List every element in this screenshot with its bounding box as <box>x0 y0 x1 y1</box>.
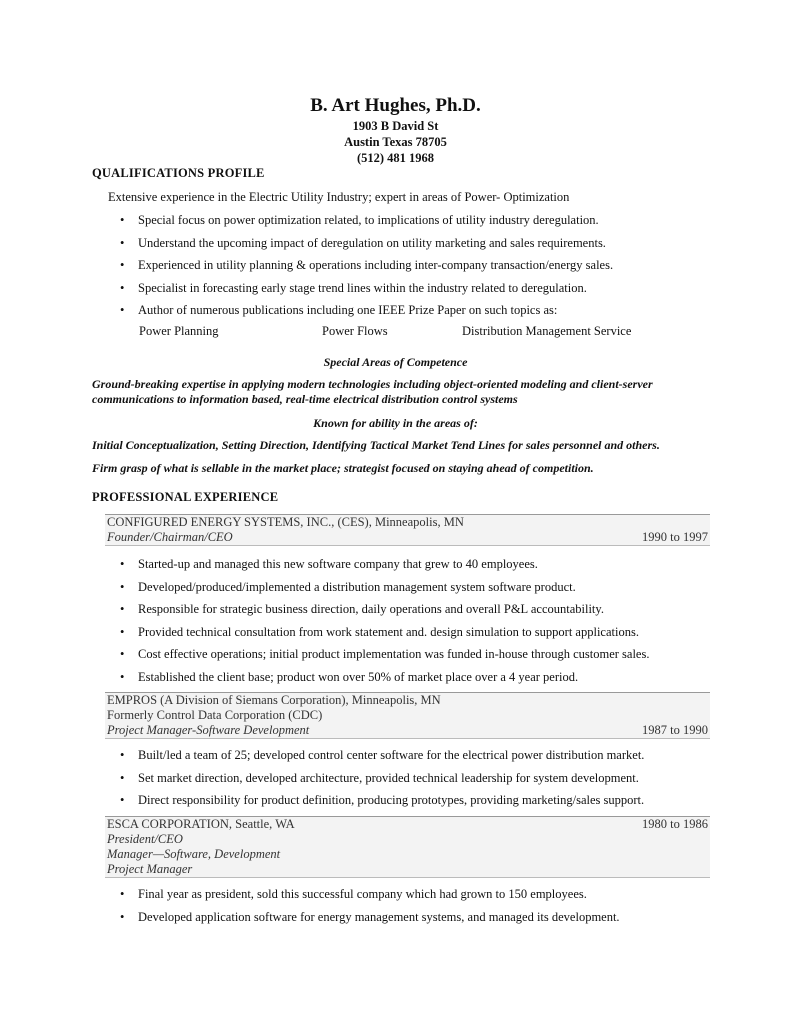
list-item: • Built/led a team of 25; developed control center software for the electrical power distribution market. <box>120 747 644 770</box>
known-heading: Known for ability in the areas of: <box>313 416 478 430</box>
known-line-2: Firm grasp of what is sellable in the market place; strategist focused on staying ahead of competition. <box>92 461 594 475</box>
qualifications-list <box>120 212 613 325</box>
list-item: • Experienced in utility planning & operations including inter-company transaction/energy sales. <box>120 257 613 280</box>
competence-text: Ground-breaking expertise in applying modern technologies including object-oriented modeling and client-server communications to information based, real-time electrical distribution control systems <box>92 377 653 406</box>
list-item: • Provided technical consultation from work statement and. design simulation to support applications. <box>120 624 649 647</box>
known-line-1: Initial Conceptualization, Setting Direction, Identifying Tactical Market Tend Lines for sales personnel and others. <box>92 438 660 452</box>
job-role: President/CEO <box>107 832 183 846</box>
job-header-esca <box>105 816 710 878</box>
job-bullets-empros <box>120 747 644 815</box>
list-item: • Cost effective operations; initial product implementation was funded in-house through customer sales. <box>120 646 649 669</box>
qualifications-intro: Extensive experience in the Electric Utility Industry; expert in areas of Power- Optimization <box>108 190 570 204</box>
job-dates: 1990 to 1997 <box>642 530 708 544</box>
job-dates: 1987 to 1990 <box>642 723 708 737</box>
job-role: Project Manager <box>107 862 193 876</box>
list-item: • Understand the upcoming impact of deregulation on utility marketing and sales requirements. <box>120 235 613 258</box>
list-item: • Established the client base; product won over 50% of market place over a 4 year period. <box>120 669 649 692</box>
job-company: EMPROS (A Division of Siemans Corporation), Minneapolis, MN <box>107 693 441 707</box>
job-role: Manager—Software, Development <box>107 847 281 861</box>
topic-item: Distribution Management Service <box>462 324 632 338</box>
topic-item: Power Flows <box>322 324 388 338</box>
list-item: • Set market direction, developed architecture, provided technical leadership for system development. <box>120 770 644 793</box>
phone-number: (512) 481 1968 <box>356 151 435 165</box>
street-address: 1903 B David St <box>352 119 439 133</box>
topic-item: Power Planning <box>139 324 219 338</box>
list-item: • Specialist in forecasting early stage trend lines within the industry related to deregulation. <box>120 280 613 303</box>
job-role-line <box>105 723 710 738</box>
job-dates: 1980 to 1986 <box>642 817 708 831</box>
job-company: ESCA CORPORATION, Seattle, WA <box>107 817 295 831</box>
job-company-line <box>105 817 710 832</box>
qualifications-heading: QUALIFICATIONS PROFILE <box>92 166 265 180</box>
candidate-name: B. Art Hughes, Ph.D. <box>310 95 481 116</box>
list-item: • Final year as president, sold this successful company which had grown to 150 employees. <box>120 886 620 909</box>
list-item: • Developed application software for energy management systems, and managed its development. <box>120 909 620 932</box>
resume-header <box>0 94 791 166</box>
list-item: • Author of numerous publications including one IEEE Prize Paper on such topics as: <box>120 302 613 325</box>
list-item: • Developed/produced/implemented a distribution management system software product. <box>120 579 649 602</box>
job-bullets-ces <box>120 556 649 691</box>
job-bullets-esca <box>120 886 620 931</box>
competence-heading: Special Areas of Competence <box>323 355 468 369</box>
job-role-line <box>105 530 710 545</box>
city-address: Austin Texas 78705 <box>344 135 447 149</box>
list-item: • Started-up and managed this new software company that grew to 40 employees. <box>120 556 649 579</box>
list-item: • Direct responsibility for product definition, producing prototypes, providing marketing/sales support. <box>120 792 644 815</box>
list-item: • Special focus on power optimization related, to implications of utility industry deregulation. <box>120 212 613 235</box>
job-header-ces <box>105 514 710 546</box>
job-company: CONFIGURED ENERGY SYSTEMS, INC., (CES), Minneapolis, MN <box>107 515 464 529</box>
list-item: • Responsible for strategic business direction, daily operations and overall P&L accountability. <box>120 601 649 624</box>
job-role: Project Manager-Software Development <box>107 723 310 737</box>
experience-heading: PROFESSIONAL EXPERIENCE <box>92 490 279 504</box>
job-formerly: Formerly Control Data Corporation (CDC) <box>107 708 323 722</box>
job-header-empros <box>105 692 710 739</box>
job-role: Founder/Chairman/CEO <box>107 530 233 544</box>
